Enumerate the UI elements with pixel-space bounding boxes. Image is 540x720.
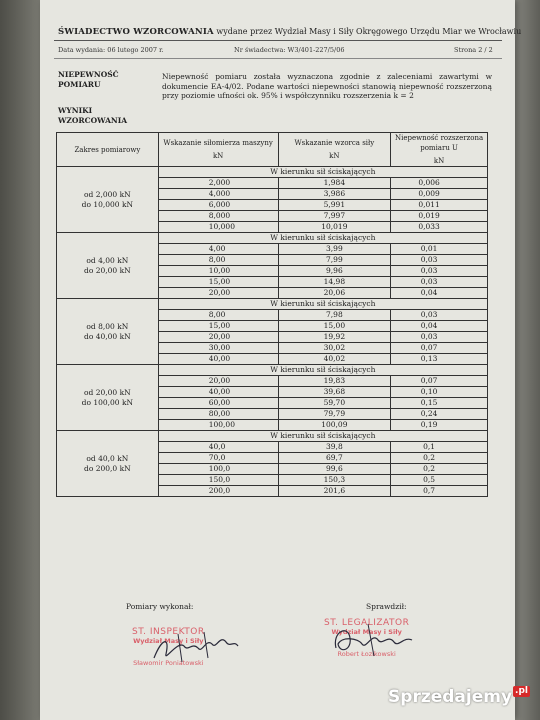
machine-value: 40,00	[158, 387, 278, 398]
machine-value: 15,00	[158, 321, 278, 332]
reference-value: 15,00	[278, 321, 391, 332]
uncertainty-value: 0,07	[391, 376, 488, 387]
inspector-stamp-unit: Wydział Masy i Siły	[133, 637, 204, 645]
uncertainty-value: 0,2	[391, 453, 488, 464]
reference-value: 99,6	[278, 464, 391, 475]
reference-value: 3,986	[278, 189, 391, 200]
page-number: Strona 2 / 2	[454, 46, 493, 54]
range-cell	[57, 167, 159, 233]
inspector-stamp-title: ST. INSPEKTOR	[132, 627, 205, 637]
range-from: od 40,0 kN	[86, 453, 129, 463]
uncertainty-value: 0,04	[391, 321, 488, 332]
checked-by-label: Sprawdził:	[366, 602, 407, 611]
reference-value: 39,8	[278, 442, 391, 453]
uncertainty-label	[58, 70, 119, 90]
reference-value: 59,70	[278, 398, 391, 409]
reference-value: 79,79	[278, 409, 391, 420]
reference-value: 14,98	[278, 277, 391, 288]
uncertainty-value: 0,2	[391, 464, 488, 475]
header-divider-lower	[54, 58, 502, 59]
machine-value: 20,00	[158, 376, 278, 387]
uncertainty-value: 0,15	[391, 398, 488, 409]
reference-value: 39,68	[278, 387, 391, 398]
certificate-title	[58, 27, 522, 37]
header-reference: Wskazanie wzorca siły kN	[278, 133, 391, 167]
reference-value: 201,6	[278, 486, 391, 497]
legalizer-stamp-title: ST. LEGALIZATOR	[324, 618, 410, 628]
legalizer-stamp-unit: Wydział Masy i Siły	[331, 628, 402, 636]
machine-value: 8,000	[158, 211, 278, 222]
uncertainty-value: 0,5	[391, 475, 488, 486]
uncertainty-label-line2: POMIARU	[58, 80, 101, 89]
uncertainty-value: 0,03	[391, 277, 488, 288]
range-cell	[57, 365, 159, 431]
watermark-badge: .pl	[515, 685, 528, 696]
direction-row	[57, 299, 488, 310]
uncertainty-label-line1: NIEPEWNOŚĆ	[58, 70, 119, 79]
range-to: do 200,0 kN	[84, 463, 131, 473]
certificate-title-bold: ŚWIADECTWO WZORCOWANIA	[58, 27, 214, 37]
reference-value: 5,991	[278, 200, 391, 211]
uncertainty-value: 0,7	[391, 486, 488, 497]
machine-value: 8,00	[158, 255, 278, 266]
issue-date: Data wydania: 06 lutego 2007 r.	[58, 46, 164, 54]
direction-cell: W kierunku sił ściskających	[158, 233, 487, 244]
machine-value: 10,00	[158, 266, 278, 277]
machine-value: 40,0	[158, 442, 278, 453]
certificate-number: Nr świadectwa: W3/401-227/5/06	[234, 46, 345, 54]
machine-value: 150,0	[158, 475, 278, 486]
direction-row	[57, 233, 488, 244]
reference-value: 7,98	[278, 310, 391, 321]
direction-cell: W kierunku sił ściskających	[158, 431, 487, 442]
reference-value: 19,92	[278, 332, 391, 343]
machine-value: 2,000	[158, 178, 278, 189]
uncertainty-value: 0,033	[391, 222, 488, 233]
direction-cell: W kierunku sił ściskających	[158, 299, 487, 310]
machine-value: 15,00	[158, 277, 278, 288]
uncertainty-value: 0,03	[391, 255, 488, 266]
reference-value: 20,06	[278, 288, 391, 299]
reference-value: 1,984	[278, 178, 391, 189]
machine-value: 20,00	[158, 332, 278, 343]
uncertainty-value: 0,019	[391, 211, 488, 222]
sprzedajemy-watermark	[388, 684, 530, 710]
machine-value: 20,00	[158, 288, 278, 299]
results-label-line1: WYNIKI	[58, 106, 93, 115]
machine-value: 40,00	[158, 354, 278, 365]
machine-value: 200,0	[158, 486, 278, 497]
uncertainty-value: 0,03	[391, 266, 488, 277]
direction-row	[57, 167, 488, 178]
range-cell	[57, 299, 159, 365]
machine-value: 100,00	[158, 420, 278, 431]
results-label	[58, 106, 127, 126]
range-to: do 20,00 kN	[84, 265, 131, 275]
range-cell	[57, 233, 159, 299]
measured-by-label: Pomiary wykonał:	[126, 602, 194, 611]
uncertainty-value: 0,13	[391, 354, 488, 365]
uncertainty-value: 0,006	[391, 178, 488, 189]
calibration-table	[56, 132, 488, 497]
legalizer-stamp-name: Robert Łozikowski	[337, 650, 396, 658]
range-to: do 40,00 kN	[84, 331, 131, 341]
uncertainty-value: 0,04	[391, 288, 488, 299]
range-to: do 100,00 kN	[81, 397, 134, 407]
machine-value: 70,0	[158, 453, 278, 464]
uncertainty-value: 0,01	[391, 244, 488, 255]
direction-cell: W kierunku sił ściskających	[158, 365, 487, 376]
uncertainty-value: 0,011	[391, 200, 488, 211]
legalizer-signature	[328, 620, 418, 660]
direction-row	[57, 365, 488, 376]
header-machine: Wskazanie siłomierza maszyny kN	[158, 133, 278, 167]
uncertainty-value: 0,009	[391, 189, 488, 200]
machine-value: 4,000	[158, 189, 278, 200]
uncertainty-value: 0,10	[391, 387, 488, 398]
reference-value: 30,02	[278, 343, 391, 354]
header-divider	[54, 40, 502, 41]
reference-value: 7,99	[278, 255, 391, 266]
reference-value: 7,997	[278, 211, 391, 222]
inspector-signature	[148, 628, 244, 668]
range-from: od 20,00 kN	[84, 387, 131, 397]
range-from: od 8,00 kN	[86, 321, 129, 331]
reference-value: 69,7	[278, 453, 391, 464]
machine-value: 100,0	[158, 464, 278, 475]
reference-value: 40,02	[278, 354, 391, 365]
reference-value: 150,3	[278, 475, 391, 486]
range-to: do 10,000 kN	[81, 199, 134, 209]
uncertainty-value: 0,19	[391, 420, 488, 431]
reference-value: 10,019	[278, 222, 391, 233]
watermark-text: Sprzedajemy	[388, 687, 513, 707]
table-body	[57, 167, 488, 497]
certificate-title-issuer: wydane przez Wydział Masy i Siły Okręgowego Urzędu Miar we Wrocławiu	[213, 27, 522, 36]
machine-value: 10,000	[158, 222, 278, 233]
range-cell	[57, 431, 159, 497]
machine-value: 30,00	[158, 343, 278, 354]
reference-value: 100,09	[278, 420, 391, 431]
machine-value: 4,00	[158, 244, 278, 255]
reference-value: 9,96	[278, 266, 391, 277]
inspector-stamp-name: Sławomir Poniatowski	[133, 659, 204, 667]
table-header-row	[57, 133, 488, 167]
direction-cell: W kierunku sił ściskających	[158, 167, 487, 178]
header-range: Zakres pomiarowy	[57, 133, 159, 167]
reference-value: 3,99	[278, 244, 391, 255]
uncertainty-text: Niepewność pomiaru została wyznaczona zgodnie z zaleceniami zawartymi w dokumencie EA-4/02. Podane wartości niepewności stanowią niepewność rozszerzoną przy poziomie ufności ok. 95% i współczynniku rozszerzenia k = 2	[162, 72, 492, 100]
uncertainty-value: 0,03	[391, 310, 488, 321]
header-uncertainty: Niepewność rozszerzona pomiaru U kN	[391, 133, 488, 167]
results-label-line2: WZORCOWANIA	[58, 116, 128, 125]
direction-row	[57, 431, 488, 442]
reference-value: 19,83	[278, 376, 391, 387]
range-from: od 2,000 kN	[84, 189, 131, 199]
photo-background-left	[0, 0, 40, 720]
uncertainty-value: 0,1	[391, 442, 488, 453]
uncertainty-value: 0,07	[391, 343, 488, 354]
machine-value: 8,00	[158, 310, 278, 321]
machine-value: 60,00	[158, 398, 278, 409]
machine-value: 80,00	[158, 409, 278, 420]
machine-value: 6,000	[158, 200, 278, 211]
uncertainty-value: 0,03	[391, 332, 488, 343]
range-from: od 4,00 kN	[86, 255, 129, 265]
uncertainty-value: 0,24	[391, 409, 488, 420]
